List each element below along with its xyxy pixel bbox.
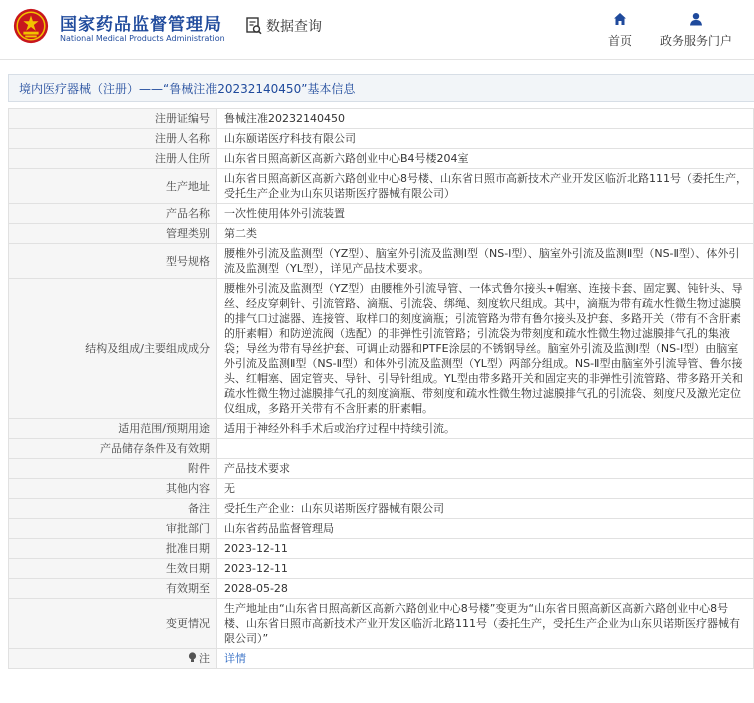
field-value: 2028-05-28 <box>224 582 288 595</box>
field-value-cell <box>217 244 754 279</box>
user-icon <box>689 12 703 26</box>
field-label-cell <box>9 459 217 479</box>
nav-home[interactable] <box>608 12 632 49</box>
field-label: 有效期至 <box>166 582 210 595</box>
field-value: 腰椎外引流及监测型（YZ型）、脑室外引流及监测Ⅰ型（NS-Ⅰ型）、脑室外引流及监测Ⅱ型（NS-Ⅱ型）、体外引流及监测型（YL型），详见产品技术要求。 <box>224 247 740 275</box>
field-value: 第二类 <box>224 227 257 240</box>
table-row <box>9 649 754 669</box>
field-label-cell <box>9 109 217 129</box>
field-value-cell <box>217 169 754 204</box>
table-row <box>9 149 754 169</box>
field-label: 附件 <box>188 462 210 475</box>
field-value-cell <box>217 649 754 669</box>
field-value-cell <box>217 579 754 599</box>
field-value-cell <box>217 419 754 439</box>
field-value-cell <box>217 559 754 579</box>
data-query-label: 数据查询 <box>266 19 322 35</box>
home-icon <box>613 12 627 26</box>
field-label: 生产地址 <box>166 179 210 193</box>
field-label-cell <box>9 559 217 579</box>
table-row <box>9 204 754 224</box>
field-label: 变更情况 <box>166 617 210 630</box>
field-label: 注 <box>199 652 210 665</box>
table-row <box>9 539 754 559</box>
field-label-cell <box>9 129 217 149</box>
nav-home-label: 首页 <box>608 34 633 48</box>
table-row <box>9 479 754 499</box>
table-row <box>9 129 754 149</box>
field-value: 一次性使用体外引流装置 <box>224 207 345 220</box>
field-value-cell <box>217 499 754 519</box>
field-label: 备注 <box>188 502 210 515</box>
brand-title: 国家药品监督管理局 <box>60 15 222 35</box>
field-value: 鲁械注准20232140450 <box>224 112 345 125</box>
lightbulb-icon <box>188 652 197 663</box>
table-row <box>9 439 754 459</box>
field-label-cell <box>9 579 217 599</box>
table-row <box>9 579 754 599</box>
nav-service-label: 政务服务门户 <box>660 34 733 48</box>
table-row <box>9 419 754 439</box>
nav-service-portal[interactable] <box>660 12 732 49</box>
field-value-cell <box>217 479 754 499</box>
field-label: 其他内容 <box>166 482 210 495</box>
table-row <box>9 224 754 244</box>
field-label-cell <box>9 479 217 499</box>
table-row <box>9 279 754 419</box>
table-row <box>9 244 754 279</box>
field-label-cell <box>9 499 217 519</box>
field-label-cell <box>9 599 217 649</box>
breadcrumb <box>8 74 754 102</box>
field-label: 注册人住所 <box>155 152 210 165</box>
field-label: 产品储存条件及有效期 <box>100 442 210 455</box>
field-label-cell <box>9 169 217 204</box>
field-label-cell <box>9 244 217 279</box>
field-value: 无 <box>224 482 235 495</box>
info-table <box>8 108 754 669</box>
field-value-cell <box>217 204 754 224</box>
field-label-cell <box>9 204 217 224</box>
field-label-cell <box>9 149 217 169</box>
table-row <box>9 169 754 204</box>
field-value: 山东省日照高新区高新六路创业中心8号楼、山东省日照市高新技术产业开发区临沂北路111号（委托生产，受托生产企业为山东贝诺斯医疗器械有限公司） <box>224 172 747 200</box>
field-label-cell <box>9 279 217 419</box>
breadcrumb-text: 境内医疗器械（注册）——“鲁械注准20232140450”基本信息 <box>19 81 356 96</box>
table-row <box>9 599 754 649</box>
field-value-cell <box>217 599 754 649</box>
table-row <box>9 519 754 539</box>
table-row <box>9 499 754 519</box>
field-value: 生产地址由“山东省日照高新区高新六路创业中心8号楼”变更为“山东省日照高新区高新六路创业中心8号楼、山东省日照市高新技术产业开发区临沂北路111号（委托生产，受托生产企业为山东贝诺斯医疗器械有限公司）” <box>224 602 740 645</box>
field-label: 产品名称 <box>166 207 210 220</box>
emblem-icon <box>12 7 50 45</box>
field-value-cell <box>217 149 754 169</box>
field-value-cell <box>217 224 754 244</box>
field-label: 结构及组成/主要组成成分 <box>85 342 210 355</box>
field-value-cell <box>217 439 754 459</box>
table-row <box>9 459 754 479</box>
field-value: 2023-12-11 <box>224 542 288 555</box>
field-label-cell <box>9 439 217 459</box>
site-header <box>0 0 754 60</box>
field-label-cell <box>9 539 217 559</box>
info-table-container <box>8 108 754 669</box>
field-label: 注册人名称 <box>155 132 210 145</box>
field-value: 腰椎外引流及监测型（YZ型）由腰椎外引流导管、一体式鲁尔接头+帽塞、连接卡套、固定翼、钝针头、导丝、经皮穿刺针、引流管路、滴瓶、引流袋、绑绳、刻度软尺组成。其中，滴瓶为带有疏水性微生物过滤膜的排气口过滤器、连接管、取样口的刻度滴瓶；引流管路为带有鲁尔接头及护套、多路开关（带有不含肝素的肝素帽）和防逆流阀（选配）的非弹性引流管路；引流袋为带刻度和疏水性微生物过滤膜排气孔的集液袋；导丝为带有导丝护套、可调止动器和PTFE涂层的不锈钢导丝。脑室外引流及监测Ⅰ型（NS-Ⅰ型）由脑室外引流及监测Ⅱ型（NS-Ⅱ型）和体外引流及监测型（YL型）两部分组成。NS-Ⅱ型由脑室外引流导管、鲁尔接头、红帽塞、固定管夹、导针、引导针组成。YL型由带多路开关和固定夹的非弹性引流管路、带多路开关和疏水性微生物过滤膜排气孔的刻度滴瓶、带刻度和疏水性微生物过滤膜排气孔的引流袋、刻度尺及激光定位仪组成，多路开关带有不含肝素的肝素帽。 <box>224 282 743 415</box>
field-value: 山东省药品监督管理局 <box>224 522 334 535</box>
field-value-cell <box>217 129 754 149</box>
field-label: 注册证编号 <box>155 112 210 125</box>
field-label: 型号规格 <box>166 254 210 268</box>
field-label: 适用范围/预期用途 <box>118 422 210 435</box>
field-value-cell <box>217 519 754 539</box>
field-value: 山东省日照高新区高新六路创业中心B4号楼204室 <box>224 152 469 165</box>
brand-subtitle: National Medical Products Administration <box>60 34 225 43</box>
field-value-cell <box>217 539 754 559</box>
search-document-icon <box>246 17 262 35</box>
field-value: 山东颐诺医疗科技有限公司 <box>224 132 356 145</box>
table-row <box>9 109 754 129</box>
field-label-cell <box>9 519 217 539</box>
field-value-cell <box>217 279 754 419</box>
data-query-link[interactable] <box>246 16 322 36</box>
field-value: 产品技术要求 <box>224 462 290 475</box>
field-value: 2023-12-11 <box>224 562 288 575</box>
field-label: 批准日期 <box>166 542 210 555</box>
field-label: 生效日期 <box>166 562 210 575</box>
field-value: 适用于神经外科手术后或治疗过程中持续引流。 <box>224 422 455 435</box>
field-label-cell <box>9 649 217 669</box>
field-value-cell <box>217 459 754 479</box>
details-link[interactable]: 详情 <box>224 652 246 665</box>
field-label: 审批部门 <box>166 522 210 535</box>
field-value: 受托生产企业：山东贝诺斯医疗器械有限公司 <box>224 502 444 515</box>
field-label-cell <box>9 224 217 244</box>
table-row <box>9 559 754 579</box>
field-label-cell <box>9 419 217 439</box>
field-label: 管理类别 <box>166 227 210 240</box>
field-value-cell <box>217 109 754 129</box>
